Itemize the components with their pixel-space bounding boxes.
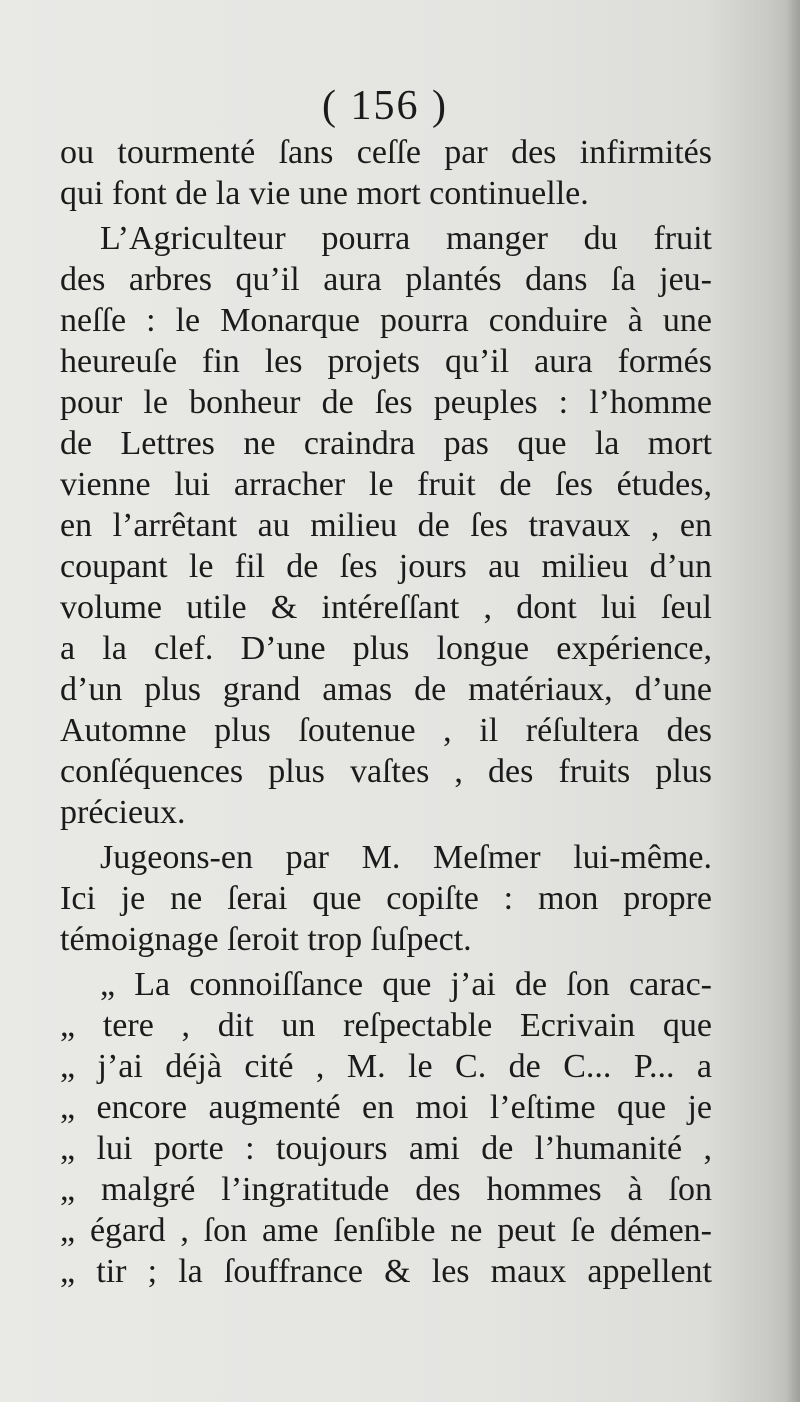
text-line: „ égard , ſon ame ſenſible ne peut ſe démen-	[60, 1212, 712, 1249]
text-line: „ malgré l’ingratitude des hommes à ſon	[60, 1171, 712, 1208]
text-line: conſéquences plus vaſtes , des fruits plus	[60, 753, 712, 790]
text-line: ou tourmenté ſans ceſſe par des infirmités	[60, 134, 712, 171]
text-line: Jugeons-en par M. Meſmer lui-même.	[100, 839, 712, 876]
text-line: neſſe : le Monarque pourra conduire à une	[60, 302, 712, 339]
text-line: qui font de la vie une mort continuelle.	[60, 175, 589, 212]
text-line: „ tir ; la ſouffrance & les maux appellent	[60, 1253, 712, 1290]
text-line: a la clef. D’une plus longue expérience,	[60, 630, 712, 667]
body-text	[60, 132, 712, 1292]
page-edge-shadow	[786, 0, 800, 1402]
text-line: heureuſe fin les projets qu’il aura formés	[60, 343, 712, 380]
text-line: d’un plus grand amas de matériaux, d’une	[60, 671, 712, 708]
text-line: précieux.	[60, 794, 186, 831]
text-line: pour le bonheur de ſes peuples : l’homme	[60, 384, 712, 421]
text-line: „ tere , dit un reſpectable Ecrivain que	[60, 1007, 712, 1044]
text-line: „ j’ai déjà cité , M. le C. de C... P... a	[60, 1048, 712, 1085]
text-line: vienne lui arracher le fruit de ſes études,	[60, 466, 712, 503]
text-line: „ La connoiſſance que j’ai de ſon carac-	[100, 966, 712, 1003]
text-line: Automne plus ſoutenue , il réſultera des	[60, 712, 712, 749]
text-line: en l’arrêtant au milieu de ſes travaux , en	[60, 507, 712, 544]
text-line: L’Agriculteur pourra manger du fruit	[100, 220, 712, 257]
page-number: ( 156 )	[322, 83, 448, 129]
text-line: „ encore augmenté en moi l’eſtime que je	[60, 1089, 712, 1126]
text-line: des arbres qu’il aura plantés dans ſa jeu-	[60, 261, 712, 298]
text-line: volume utile & intéreſſant , dont lui ſeul	[60, 589, 712, 626]
text-line: „ lui porte : toujours ami de l’humanité ,	[60, 1130, 712, 1167]
text-line: coupant le fil de ſes jours au milieu d’un	[60, 548, 712, 585]
text-line: de Lettres ne craindra pas que la mort	[60, 425, 712, 462]
text-line: témoignage ſeroit trop ſuſpect.	[60, 921, 472, 958]
text-line: Ici je ne ſerai que copiſte : mon propre	[60, 880, 712, 917]
